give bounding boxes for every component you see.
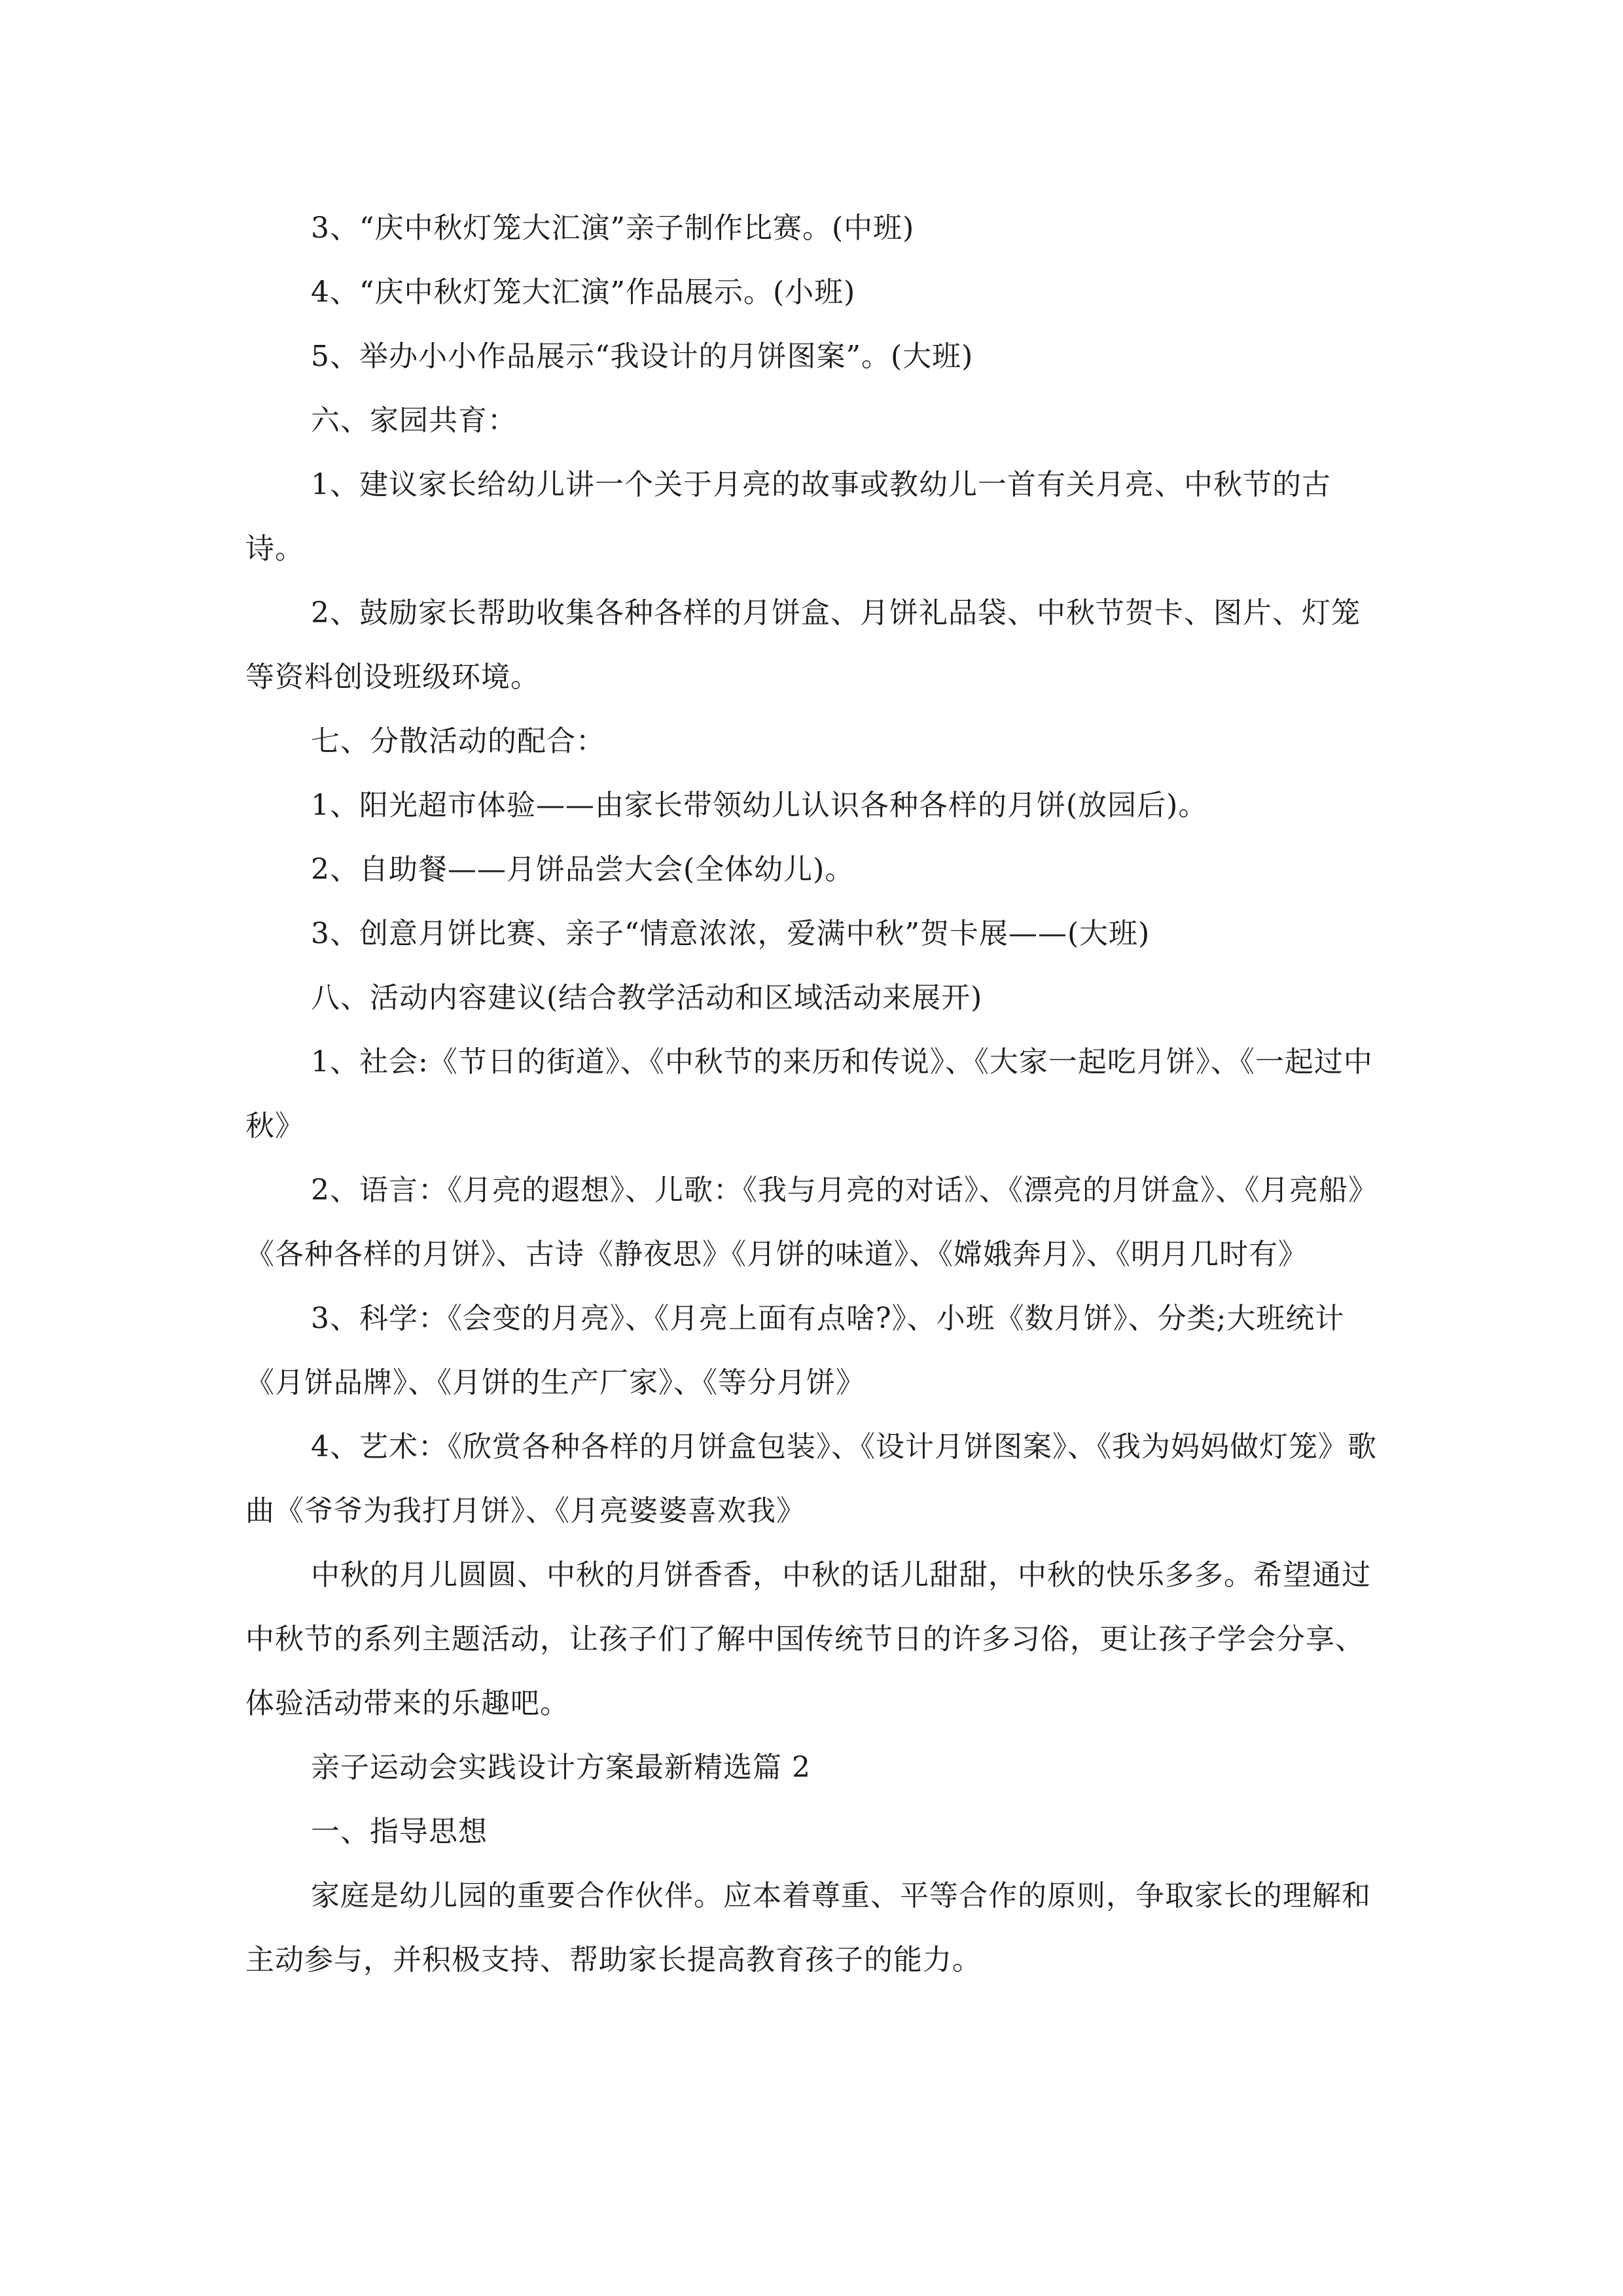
section-heading-content-suggestions: 八、活动内容建议(结合教学活动和区域活动来展开) xyxy=(311,981,983,1014)
paragraph-mooncake-design-large: 5、举办小小作品展示“我设计的月饼图案”。(大班) xyxy=(311,340,974,373)
paragraph-suggestion-society: 1、社会:《节日的街道》、《中秋节的来历和传说》、《大家一起吃月饼》、《一起过中秋》 xyxy=(245,1045,1373,1143)
paragraph-lantern-display-small: 4、“庆中秋灯笼大汇演”作品展示。(小班) xyxy=(311,276,856,309)
section-heading-home-school: 六、家园共育： xyxy=(311,404,517,437)
paragraph-suggestion-art: 4、艺术：《欣赏各种各样的月饼盒包装》、《设计月饼图案》、《我为妈妈做灯笼》歌曲《爷爷为我打月饼》、《月亮婆婆喜欢我》 xyxy=(245,1430,1377,1528)
section-heading-guiding-ideology: 一、指导思想 xyxy=(311,1815,488,1848)
paragraph-suggestion-language: 2、语言：《月亮的遐想》、儿歌：《我与月亮的对话》、《漂亮的月饼盒》、《月亮船》《各种各样的月饼》、古诗《静夜思》《月饼的味道》、《嫦娥奔月》、《明月几时有》 xyxy=(245,1174,1378,1271)
paragraph-conclusion: 中秋的月儿圆圆、中秋的月饼香香，中秋的话儿甜甜，中秋的快乐多多。希望通过中秋节的系列主题活动，让孩子们了解中国传统节日的许多习俗，更让孩子学会分享、体验活动带来的乐趣吧。 xyxy=(245,1558,1371,1720)
document-body xyxy=(245,196,1378,1992)
paragraph-suggestion-science: 3、科学：《会变的月亮》、《月亮上面有点啥?》、小班《数月饼》、分类;大班统计《月饼品牌》、《月饼的生产厂家》、《等分月饼》 xyxy=(245,1302,1345,1399)
paragraph-lantern-contest-middle: 3、“庆中秋灯笼大汇演”亲子制作比赛。(中班) xyxy=(311,211,915,245)
section-heading-scattered-activities: 七、分散活动的配合： xyxy=(311,725,605,758)
paragraph-home-school-1: 1、建议家长给幼儿讲一个关于月亮的故事或教幼儿一首有关月亮、中秋节的古诗。 xyxy=(245,468,1331,565)
article-title-part-2: 亲子运动会实践设计方案最新精选篇 2 xyxy=(311,1751,811,1784)
paragraph-guiding-ideology: 家庭是幼儿园的重要合作伙伴。应本着尊重、平等合作的原则，争取家长的理解和主动参与，并积极支持、帮助家长提高教育孩子的能力。 xyxy=(245,1879,1371,1977)
paragraph-scattered-2: 2、自助餐——月饼品尝大会(全体幼儿)。 xyxy=(311,853,855,886)
paragraph-scattered-3: 3、创意月饼比赛、亲子“情意浓浓，爱满中秋”贺卡展——(大班) xyxy=(311,917,1150,950)
paragraph-scattered-1: 1、阳光超市体验——由家长带领幼儿认识各种各样的月饼(放园后)。 xyxy=(311,789,1208,822)
paragraph-home-school-2: 2、鼓励家长帮助收集各种各样的月饼盒、月饼礼品袋、中秋节贺卡、图片、灯笼等资料创设班级环境。 xyxy=(245,596,1361,694)
